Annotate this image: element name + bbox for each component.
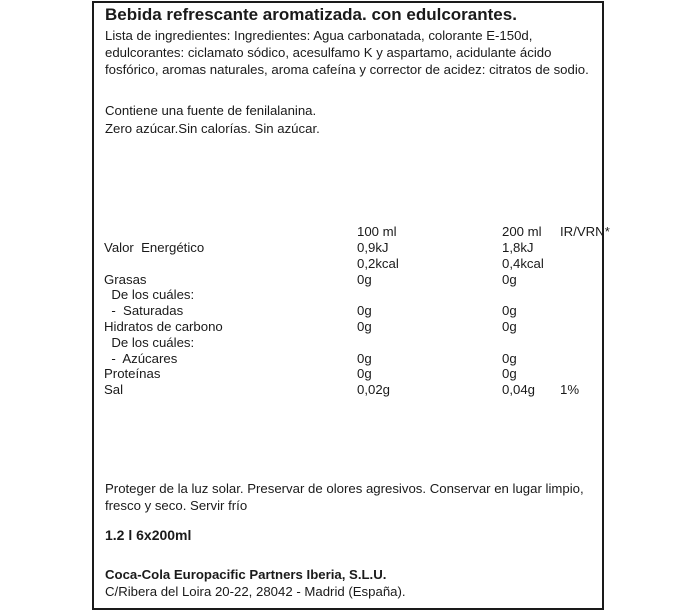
value-per-100ml: 0,02g [357,382,391,398]
nutrition-row [104,303,599,319]
storage-instructions-line1: Proteger de la luz solar. Preservar de olores agresivos. Conservar en lugar limpio, [105,481,584,496]
storage-instructions-line2: fresco y seco. Servir frío [105,498,248,513]
phenylalanine-warning: Contiene una fuente de fenilalanina. [105,103,317,118]
value-per-100ml: 0g [357,271,372,287]
company-name: Coca-Cola Europacific Partners Iberia, S.L.U. [105,567,387,582]
nutrition-row [104,287,599,303]
value-per-100ml: 0g [357,319,372,334]
nutrient-name: - Azúcares [104,350,178,366]
value-per-200ml: 0g [502,350,517,366]
value-per-200ml: 0g [502,271,517,287]
value-per-100ml: 0g [357,350,372,366]
nutrition-claims: Zero azúcar.Sin calorías. Sin azúcar. [105,121,320,136]
nutrient-name: Proteínas [104,366,161,382]
nutrition-row [104,319,599,335]
value-per-200ml: 1,8kJ [502,240,534,255]
nutrition-row [104,240,599,256]
nutrient-name: Hidratos de carbono [104,319,223,334]
value-per-200ml: 0,4kcal [502,255,544,271]
value-ir-vrn: 1% [560,382,580,398]
value-per-100ml: 0g [357,303,372,319]
nutrient-name: De los cuáles: [104,287,195,303]
package-size: 1.2 l 6x200ml [105,527,192,543]
nutrition-row [104,272,599,288]
nutrient-name: Sal [104,382,124,398]
nutrition-row [104,382,599,398]
value-per-200ml: 0g [502,366,517,382]
value-per-100ml: 0,9kJ [357,240,389,255]
value-per-200ml: 0,04g [502,382,536,398]
value-per-100ml: 0g [357,366,372,382]
nutrition-row [104,351,599,367]
nutrition-row [104,366,599,382]
value-per-200ml: 0g [502,319,517,334]
value-per-100ml: 0,2kcal [357,255,399,271]
nutrient-name: De los cuáles: [104,334,195,350]
header-per-200ml: 200 ml [502,224,542,239]
nutrient-name: - Saturadas [104,303,184,319]
ingredients-list: Lista de ingredientes: Ingredientes: Agua carbonatada, colorante E-150d, edulcorantes: ciclamato sódico, acesulfamo K y aspartamo, acidulante ácido fosfórico, aromas naturales, aroma cafeína y corrector de acidez: citratos de sodio. [105,28,589,77]
nutrition-row [104,335,599,351]
header-per-100ml: 100 ml [357,224,397,239]
nutrition-header-row [104,224,610,240]
nutrient-name: Valor Energético [104,240,205,255]
product-label [92,1,610,610]
nutrition-row [104,256,599,272]
nutrient-name: Grasas [104,271,147,287]
product-title: Bebida refrescante aromatizada. con edulcorantes. [105,5,517,24]
company-address: C/Ribera del Loira 20-22, 28042 - Madrid (España). [105,584,406,599]
value-per-200ml: 0g [502,303,517,319]
header-ir-vrn: IR/VRN* [560,224,610,239]
